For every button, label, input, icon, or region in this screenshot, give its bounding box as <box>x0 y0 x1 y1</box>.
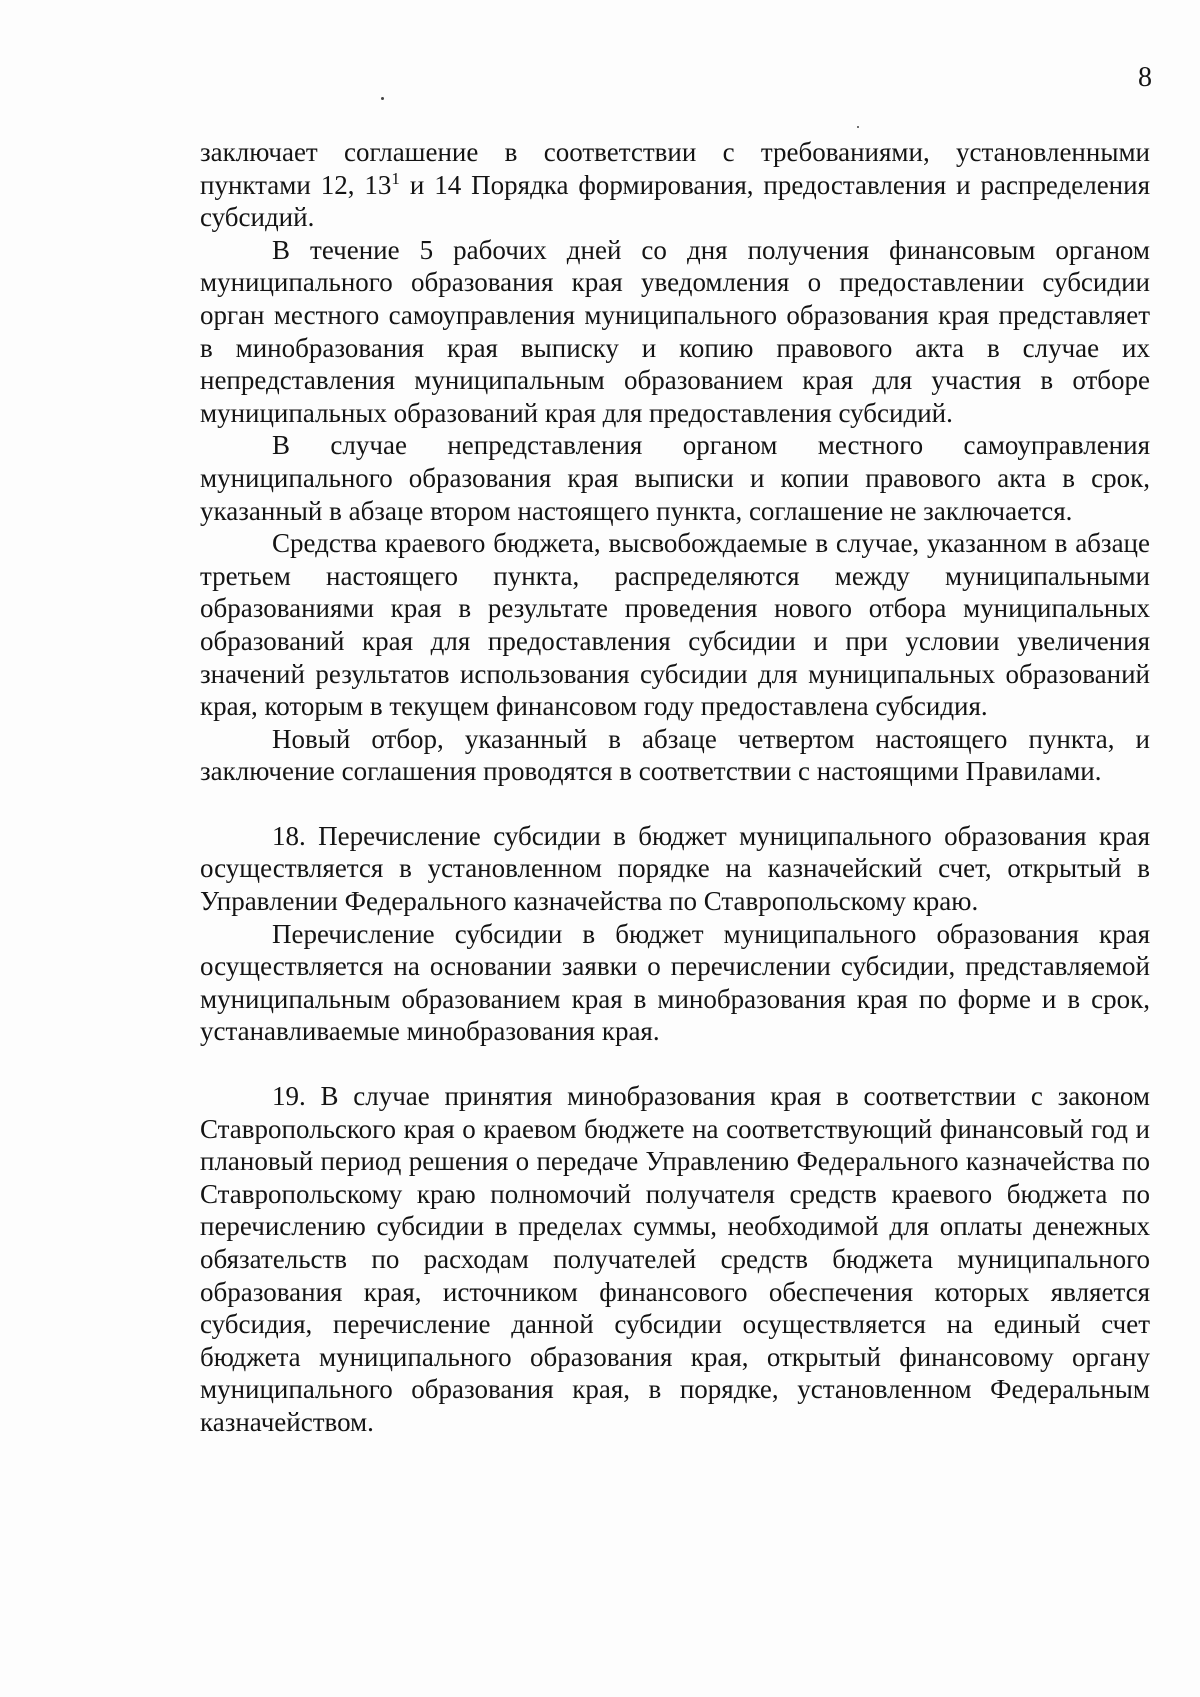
paragraph-notification-deadline: В течение 5 рабочих дней со дня получения финансовым органом муниципального образования края уведомления о предоставлении субсидии орган местного самоуправления муниципального образования края представляет в минобразования края выписку и копию правового акта в случае их непредставления муниципальным образованием края для участия в отборе муниципальных образований края для предоставления субсидий. <box>200 234 1150 428</box>
superscript: 1 <box>391 168 400 188</box>
paragraph-item-19: 19. В случае принятия минобразования края в соответствии с законом Ставропольского края о краевом бюджете на соответствующий финансовый год и плановый период решения о передаче Управлению Федерального казначейства по Ставропольскому краю полномочий получателя средств краевого бюджета по перечислению субсидии в пределах суммы, необходимой для оплаты денежных обязательств по расходам получателей средств бюджета муниципального образования края, источником финансового обеспечения которых является субсидия, перечисление данной субсидии осуществляется на единый счет бюджета муниципального образования края, открытый финансовому органу муниципального образования края, в порядке, установленном Федеральным казначейством. <box>200 1081 1150 1437</box>
paragraph-released-funds: Средства краевого бюджета, высвобождаемые в случае, указанном в абзаце третьем настоящего пункта, распределяются между муниципальными образованиями края в результате проведения нового отбора муниципальных образований края для предоставления субсидии и при условии увеличения значений результатов использования субсидии для муниципальных образований края, которым в текущем финансовом году предоставлена субсидия. <box>200 528 1150 722</box>
document-body <box>200 136 1150 1439</box>
paragraph-text: заключает соглашение в соответствии с требованиями, установленными пунктами 12, 13 <box>200 137 1150 200</box>
scan-speck <box>857 126 859 128</box>
page-number: 8 <box>1138 62 1152 93</box>
paragraph-transfer-request: Перечисление субсидии в бюджет муниципального образования края осуществляется на основании заявки о перечислении субсидии, представляемой муниципальным образованием края в минобразования края по форме и в срок, устанавливаемые минобразования края. <box>200 918 1150 1047</box>
scan-speck <box>381 97 384 100</box>
paragraph-text: и 14 Порядка формирования, предоставления и распределения субсидий. <box>200 169 1151 233</box>
paragraph-item-18: 18. Перечисление субсидии в бюджет муниципального образования края осуществляется в установленном порядке на казначейский счет, открытый в Управлении Федерального казначейства по Ставропольскому краю. <box>200 820 1150 917</box>
paragraph-continuation <box>200 136 1150 234</box>
paragraph-nonsubmission: В случае непредставления органом местного самоуправления муниципального образования края выписки и копии правового акта в срок, указанный в абзаце втором настоящего пункта, соглашение не заключается. <box>200 430 1150 526</box>
paragraph-new-selection: Новый отбор, указанный в абзаце четвертом настоящего пункта, и заключение соглашения проводятся в соответствии с настоящими Правилами. <box>200 723 1150 787</box>
